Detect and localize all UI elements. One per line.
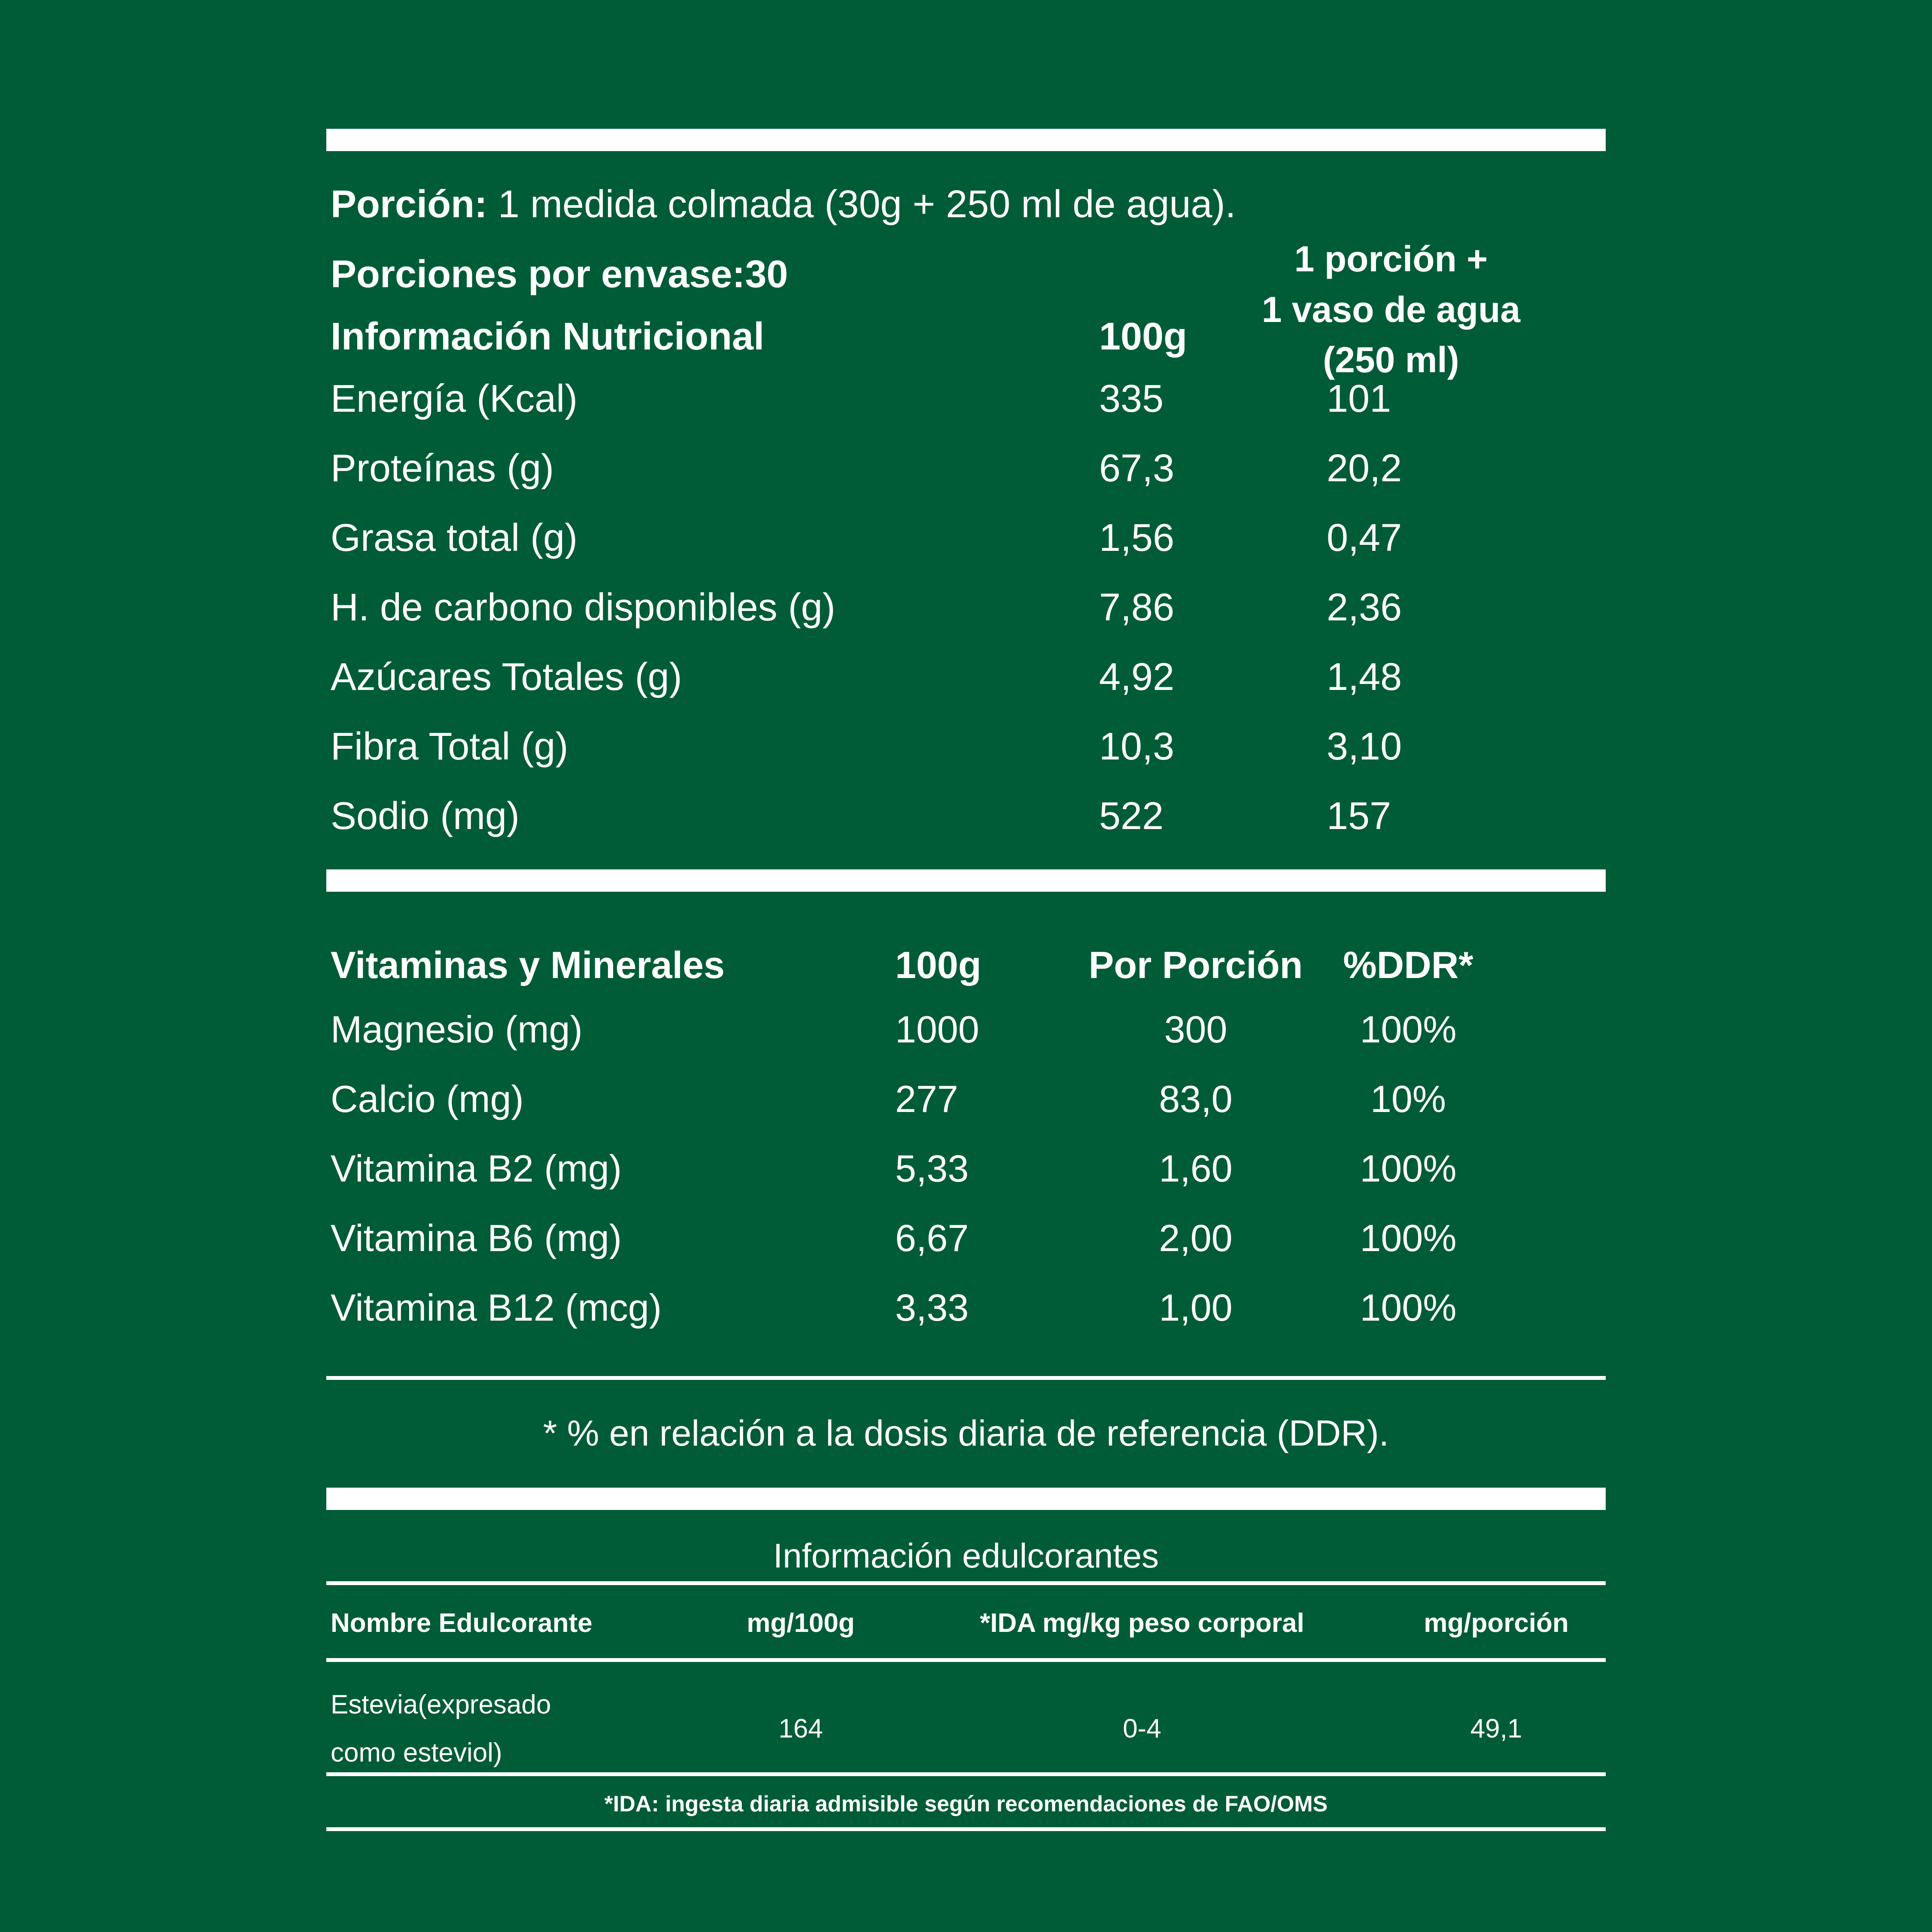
rule-below-sweeteners-title <box>326 1581 1606 1585</box>
row-label: Grasa total (g) <box>331 516 578 559</box>
row-value-portion: 20,2 <box>1327 447 1402 490</box>
row-value-portion: 157 <box>1327 795 1391 838</box>
row-value-ddr: 100% <box>1360 1217 1457 1259</box>
divider-bar-middle <box>326 869 1606 892</box>
sweeteners-col-mg100g: mg/100g <box>747 1608 855 1638</box>
row-value-ddr: 100% <box>1360 1147 1457 1190</box>
row-label: Energía (Kcal) <box>331 377 578 420</box>
sweeteners-header-row <box>331 1608 1606 1638</box>
table-row <box>331 1218 1490 1259</box>
row-value-portion: 3,10 <box>1327 725 1402 768</box>
row-value-100g: 67,3 <box>1099 447 1175 490</box>
sweeteners-col-ida: *IDA mg/kg peso corporal <box>980 1608 1304 1638</box>
table-row <box>331 517 1606 559</box>
row-value-100g: 10,3 <box>1099 725 1175 768</box>
sweetener-name-line1: Estevia(expresado <box>331 1690 551 1719</box>
table-row <box>331 1681 1606 1777</box>
row-value-portion: 101 <box>1327 377 1391 420</box>
row-label: Proteínas (g) <box>331 447 554 490</box>
table-row <box>331 1078 1490 1120</box>
row-label: Azúcares Totales (g) <box>331 656 682 699</box>
divider-bar-bottom <box>326 1488 1606 1510</box>
row-value-portion: 1,48 <box>1327 656 1402 699</box>
row-label: Vitamina B2 (mg) <box>331 1147 622 1190</box>
row-value-ddr: 10% <box>1370 1078 1446 1120</box>
row-label: Vitamina B12 (mcg) <box>331 1286 662 1329</box>
row-value-100g: 6,67 <box>895 1217 969 1259</box>
row-value-ddr: 100% <box>1360 1286 1457 1329</box>
rule-above-ida-footnote <box>326 1772 1606 1776</box>
rule-above-ddr-footnote <box>326 1376 1606 1380</box>
sweetener-name-line2: como esteviol) <box>331 1738 502 1768</box>
portion-header-line2: 1 vaso de agua <box>1261 289 1521 330</box>
row-value-ddr: 100% <box>1360 1008 1457 1051</box>
table-row <box>331 447 1606 490</box>
row-value-100g: 277 <box>895 1078 958 1120</box>
sweetener-mg100g: 164 <box>778 1713 823 1744</box>
sweetener-ida: 0-4 <box>1123 1713 1161 1744</box>
table-row <box>331 1148 1490 1190</box>
rule-below-ida-footnote <box>326 1827 1606 1831</box>
row-value-portion: 1,60 <box>1159 1147 1233 1190</box>
row-value-100g: 1,56 <box>1099 516 1175 559</box>
row-value-portion: 1,00 <box>1159 1286 1233 1329</box>
row-value-100g: 7,86 <box>1099 586 1175 629</box>
portion-header-line1: 1 porción + <box>1294 239 1488 279</box>
row-value-100g: 4,92 <box>1099 656 1175 699</box>
row-value-portion: 83,0 <box>1159 1078 1233 1120</box>
sweeteners-col-mgportion: mg/porción <box>1424 1608 1569 1638</box>
row-label: Vitamina B6 (mg) <box>331 1217 622 1259</box>
serving-size-line <box>331 182 1236 227</box>
row-value-portion: 0,47 <box>1327 516 1402 559</box>
row-value-100g: 335 <box>1099 377 1164 420</box>
serving-size-label: Porción: <box>331 183 488 226</box>
table-row <box>331 795 1606 838</box>
table-row <box>331 726 1606 768</box>
divider-bar-top <box>326 129 1606 151</box>
vitamins-col-ddr: %DDR* <box>1343 944 1473 986</box>
table-row <box>331 1009 1490 1051</box>
table-row <box>331 586 1606 629</box>
row-label: Sodio (mg) <box>331 795 520 838</box>
row-value-portion: 2,00 <box>1159 1217 1233 1259</box>
portion-column-header <box>1241 234 1541 386</box>
row-label: Magnesio (mg) <box>331 1008 583 1051</box>
portion-header-line3: (250 ml) <box>1323 340 1459 380</box>
table-row <box>331 1287 1490 1329</box>
table-row <box>331 378 1606 420</box>
serving-size-value: 1 medida colmada (30g + 250 ml de agua). <box>487 183 1236 226</box>
row-value-100g: 3,33 <box>895 1286 969 1329</box>
row-value-100g: 522 <box>1099 795 1164 838</box>
ida-footnote: *IDA: ingesta diaria admisible según recomendaciones de FAO/OMS <box>604 1792 1328 1817</box>
vitamins-col-100g: 100g <box>895 944 981 986</box>
rule-below-sweeteners-header <box>326 1658 1606 1662</box>
table-row <box>331 656 1606 699</box>
nutrition-title: Información Nutricional <box>331 315 765 358</box>
sweeteners-col-name: Nombre Edulcorante <box>331 1608 592 1638</box>
row-value-portion: 2,36 <box>1327 586 1402 629</box>
nutrition-col-100g: 100g <box>1099 315 1188 358</box>
row-label: Fibra Total (g) <box>331 725 568 768</box>
vitamins-col-portion: Por Porción <box>1088 944 1303 986</box>
row-value-100g: 5,33 <box>895 1147 969 1190</box>
vitamins-title: Vitaminas y Minerales <box>331 944 725 986</box>
servings-per-container: Porciones por envase:30 <box>331 253 788 296</box>
row-value-100g: 1000 <box>895 1008 979 1051</box>
row-label: Calcio (mg) <box>331 1078 524 1120</box>
ddr-footnote: * % en relación a la dosis diaria de referencia (DDR). <box>543 1413 1389 1453</box>
sweetener-name <box>331 1681 704 1777</box>
sweeteners-title: Información edulcorantes <box>773 1537 1159 1575</box>
row-label: H. de carbono disponibles (g) <box>331 586 835 629</box>
vitamins-header-row <box>331 945 1490 986</box>
row-value-portion: 300 <box>1164 1008 1227 1051</box>
sweetener-mgportion: 49,1 <box>1470 1713 1522 1744</box>
